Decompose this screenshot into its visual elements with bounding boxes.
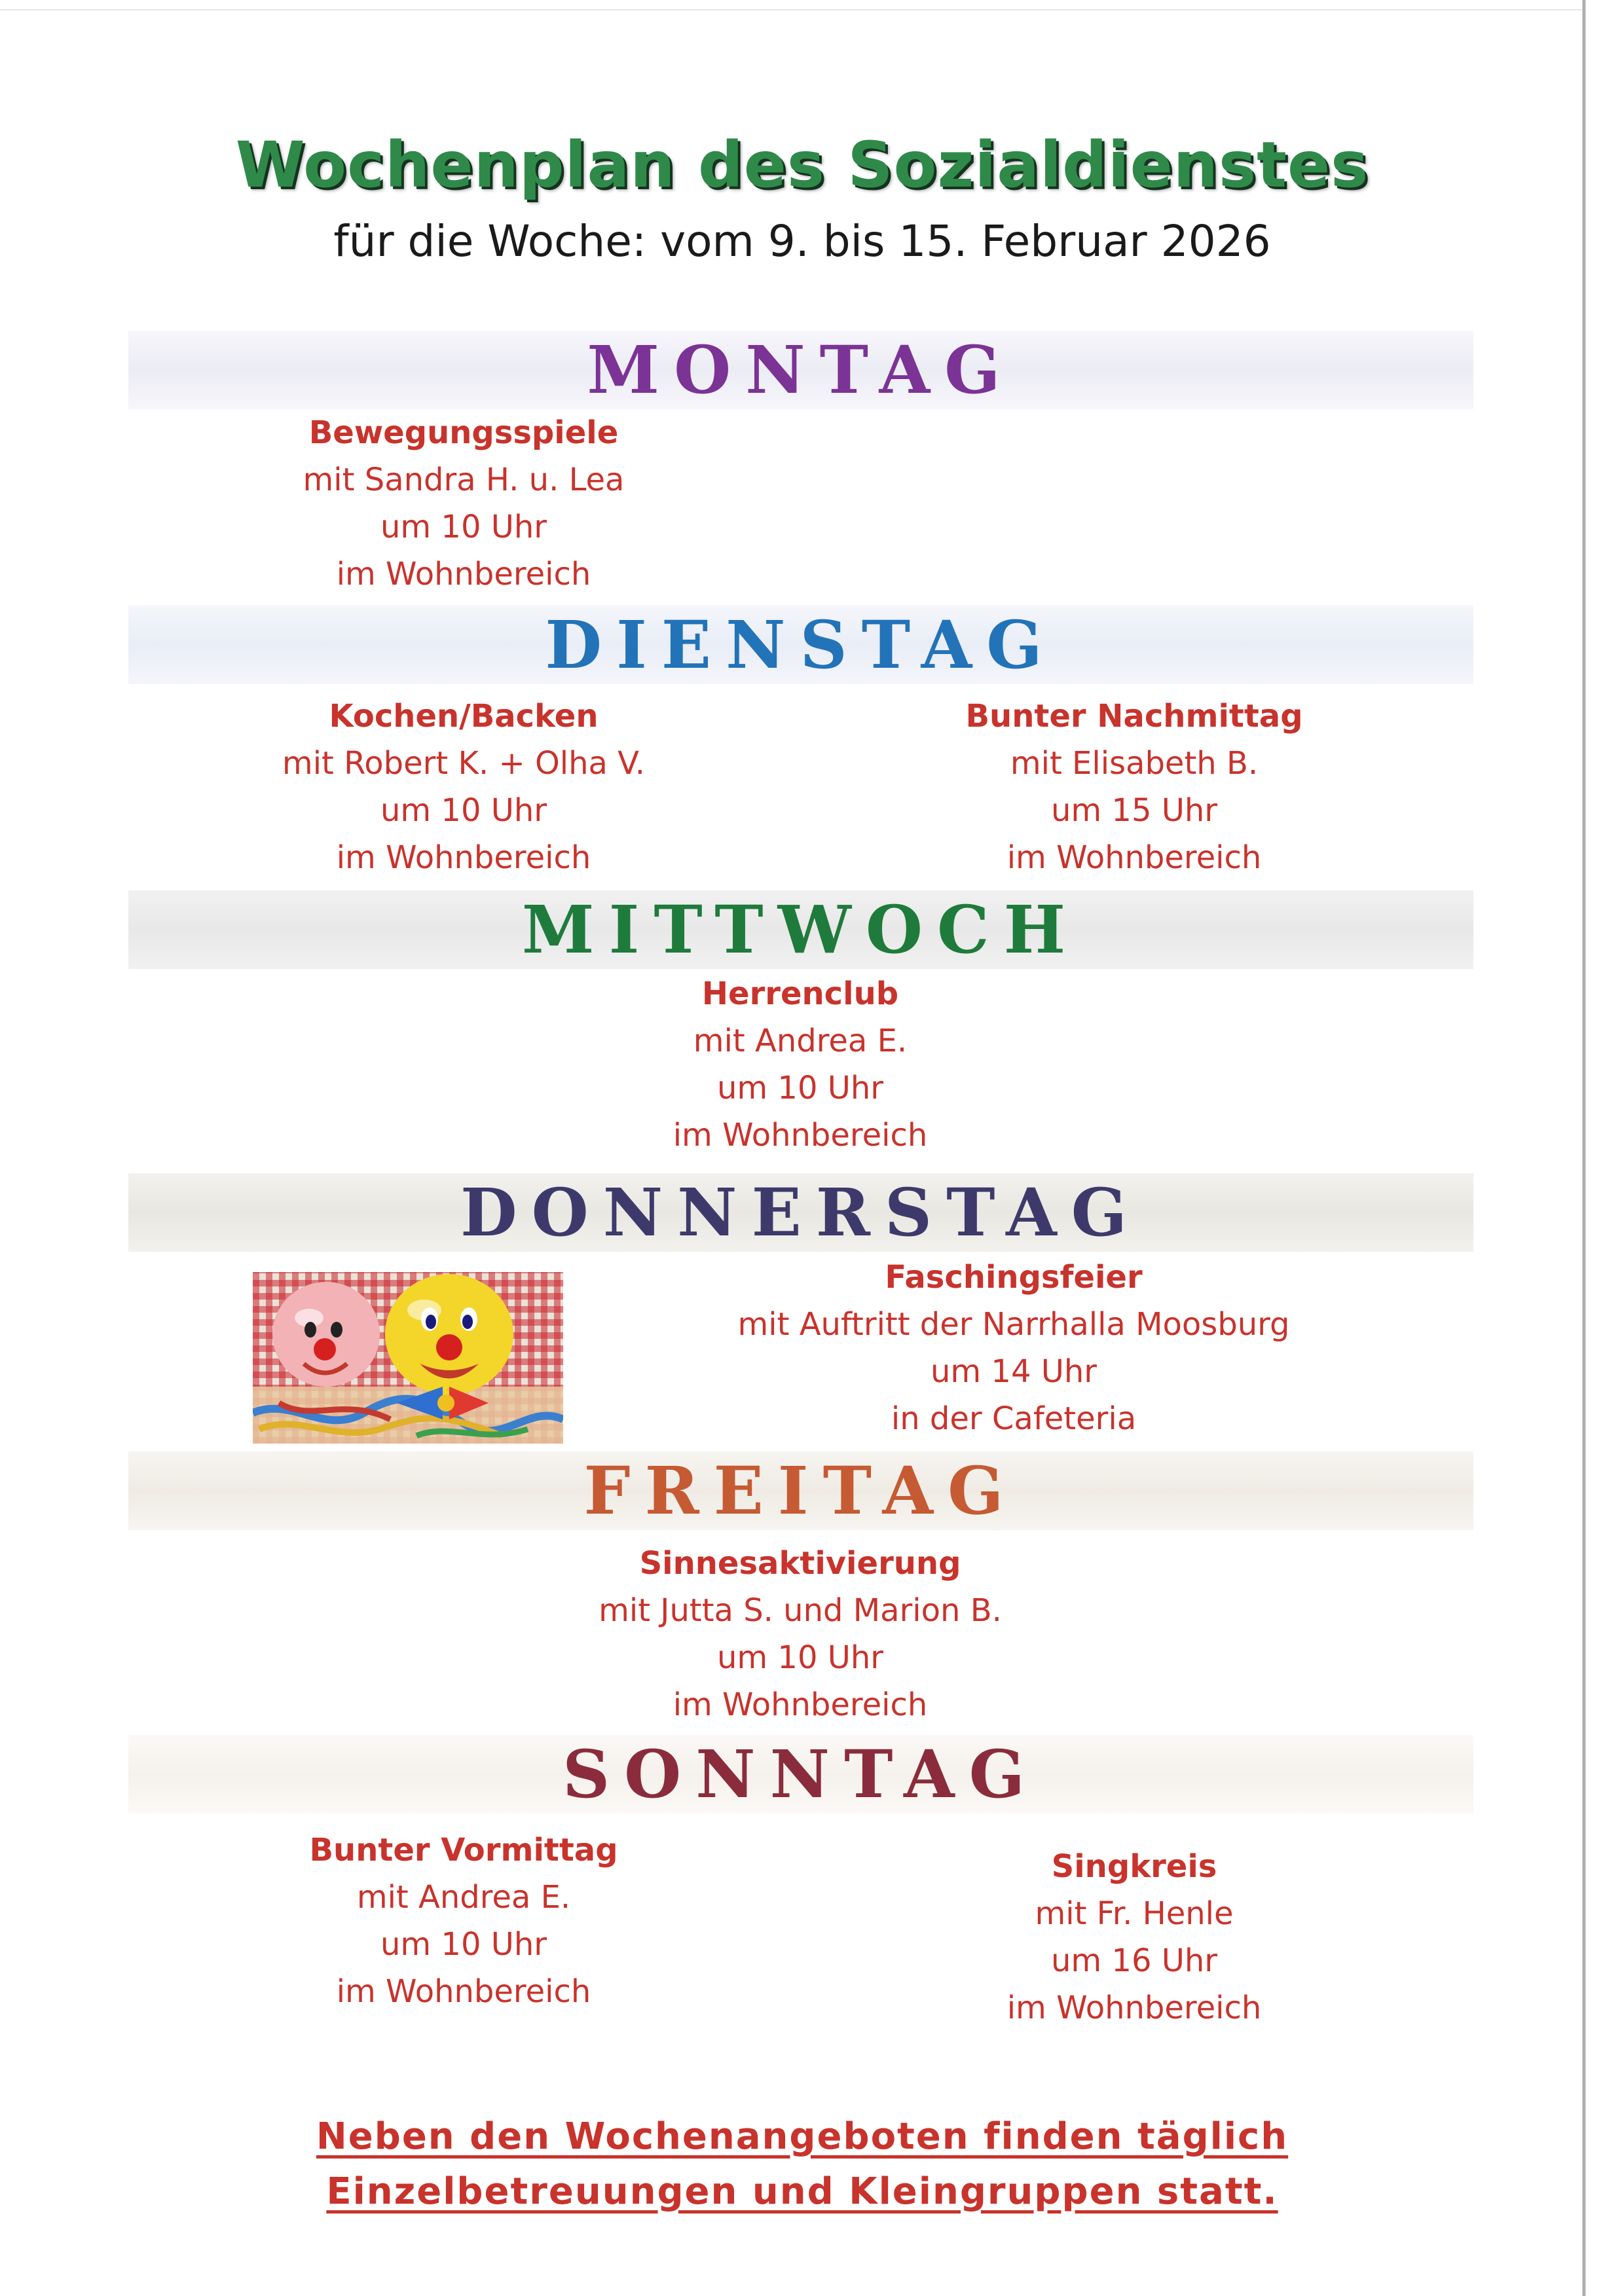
event-title: Sinnesaktivierung: [639, 1545, 961, 1582]
event-time: um 16 Uhr: [1050, 1942, 1218, 1979]
day-heading-freitag: FREITAG: [128, 1451, 1473, 1530]
footer-note: [0, 2109, 1604, 2219]
event-place: im Wohnbereich: [336, 1973, 591, 2010]
event-title: Bunter Vormittag: [309, 1832, 618, 1868]
event-time: um 14 Uhr: [930, 1353, 1098, 1390]
event-place: im Wohnbereich: [673, 1117, 928, 1154]
day-heading-mittwoch: MITTWOCH: [128, 890, 1473, 969]
event-time: um 10 Uhr: [716, 1070, 884, 1106]
event-title: Faschingsfeier: [885, 1259, 1143, 1296]
event-montag-1: [303, 409, 625, 598]
event-place: im Wohnbereich: [336, 839, 591, 876]
event-freitag-1: [599, 1540, 1002, 1728]
event-time: um 10 Uhr: [716, 1639, 884, 1676]
event-host: mit Auftritt der Narrhalla Moosburg: [737, 1306, 1290, 1343]
event-time: um 10 Uhr: [380, 1926, 547, 1963]
page-title: Wochenplan des Sozialdienstes: [235, 128, 1369, 202]
event-host: mit Sandra H. u. Lea: [303, 462, 625, 498]
event-title: Bunter Nachmittag: [965, 698, 1303, 735]
event-time: um 10 Uhr: [380, 509, 547, 545]
footer-line-1: Neben den Wochenangeboten finden täglich: [316, 2115, 1289, 2158]
day-heading-dienstag: DIENSTAG: [128, 606, 1473, 684]
event-dienstag-2: [965, 693, 1302, 881]
day-heading-donnerstag: DONNERSTAG: [128, 1173, 1473, 1252]
event-time: um 15 Uhr: [1050, 792, 1218, 829]
page-edge: [1582, 0, 1586, 2296]
footer-line-2: Einzelbetreuungen und Kleingruppen statt.: [326, 2170, 1278, 2213]
clown-balloons-svg: [253, 1272, 563, 1444]
event-host: mit Andrea E.: [693, 1023, 908, 1059]
event-title: Kochen/Backen: [329, 698, 599, 735]
event-place: im Wohnbereich: [1006, 1990, 1262, 2026]
event-host: mit Elisabeth B.: [1010, 745, 1259, 782]
event-sonntag-2: [1007, 1843, 1262, 2032]
event-mittwoch-1: [673, 970, 928, 1159]
day-heading-montag: MONTAG: [128, 331, 1473, 409]
event-dienstag-1: [282, 693, 645, 881]
event-host: mit Fr. Henle: [1035, 1895, 1234, 1932]
week-subtitle: für die Woche: vom 9. bis 15. Februar 2026: [333, 216, 1271, 266]
event-place: im Wohnbereich: [1006, 839, 1262, 876]
event-place: in der Cafeteria: [891, 1400, 1137, 1437]
event-time: um 10 Uhr: [380, 792, 547, 829]
event-place: im Wohnbereich: [336, 556, 591, 592]
event-donnerstag-1: [738, 1254, 1290, 1442]
event-title: Bewegungsspiele: [308, 414, 619, 451]
event-title: Herrenclub: [701, 975, 899, 1012]
event-title: Singkreis: [1051, 1848, 1217, 1885]
event-host: mit Jutta S. und Marion B.: [599, 1592, 1002, 1629]
event-place: im Wohnbereich: [673, 1686, 928, 1723]
clown-balloons-image: [253, 1272, 563, 1444]
day-heading-sonntag: SONNTAG: [128, 1735, 1473, 1813]
event-host: mit Andrea E.: [356, 1879, 571, 1916]
scan-line: [0, 9, 1585, 10]
event-host: mit Robert K. + Olha V.: [282, 745, 646, 782]
event-sonntag-1: [309, 1827, 618, 2015]
